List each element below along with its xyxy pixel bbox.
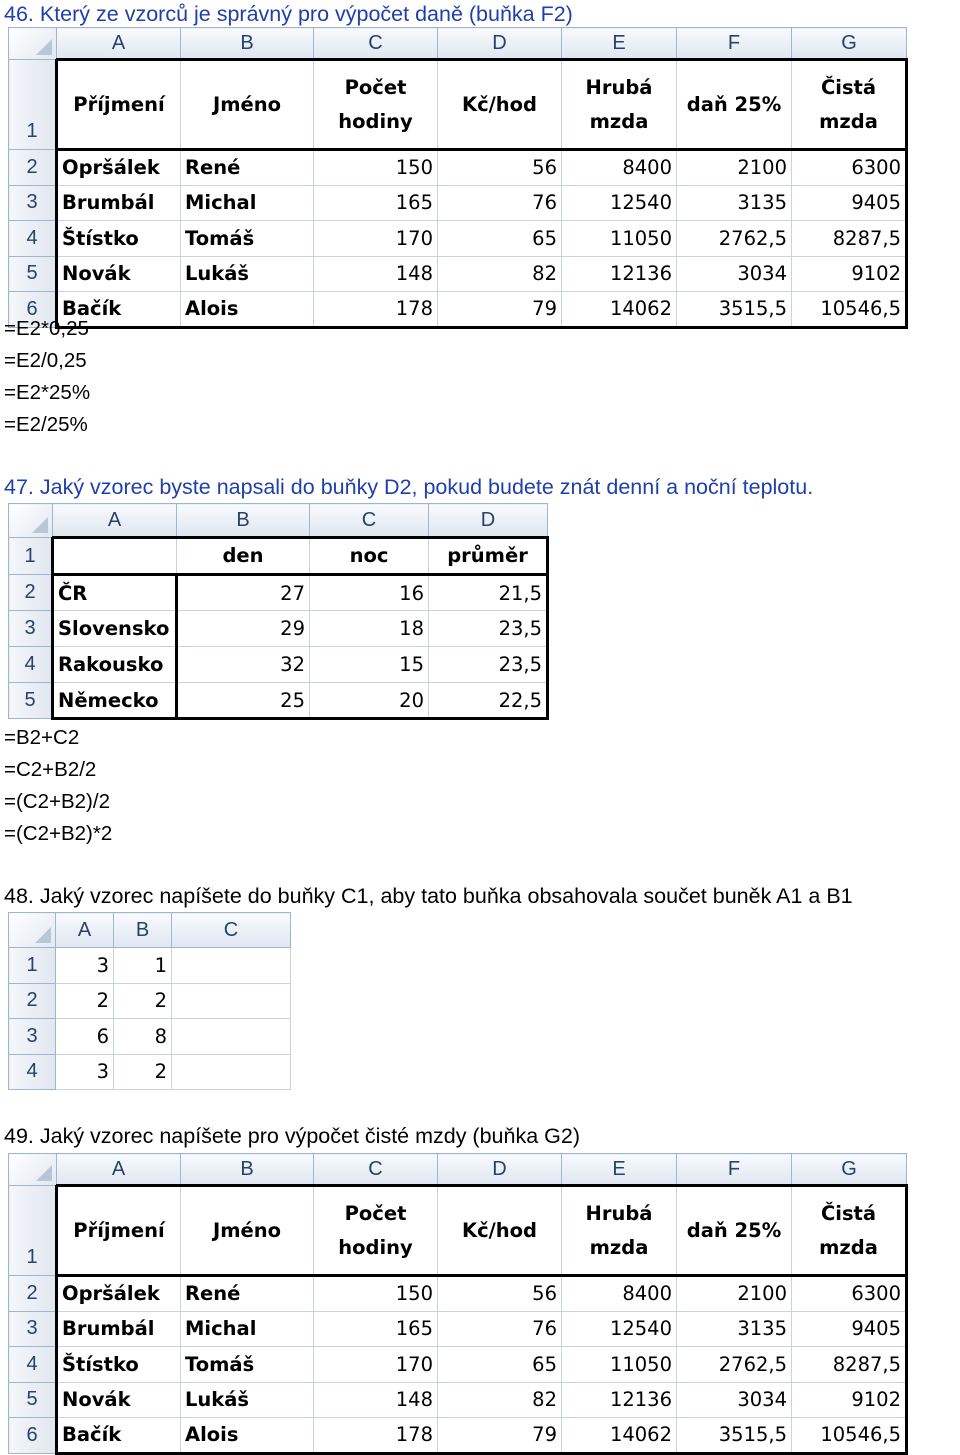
- table-row: [9, 1347, 907, 1383]
- select-all-corner[interactable]: [9, 28, 57, 60]
- row-header[interactable]: 4: [9, 647, 53, 683]
- header-cell: Příjmení: [57, 60, 181, 150]
- column-header-f[interactable]: F: [677, 1154, 792, 1186]
- cell[interactable]: 150: [314, 150, 438, 186]
- cell[interactable]: 11050: [562, 221, 677, 257]
- answer-option[interactable]: =(C2+B2)/2: [4, 790, 110, 813]
- question-47-title: 47. Jaký vzorec byste napsali do buňky D2, pokud budete znát denní a noční teplotu.: [4, 475, 814, 499]
- cell[interactable]: 20: [310, 683, 429, 719]
- cell[interactable]: 11050: [562, 1347, 677, 1383]
- table-row: [9, 1019, 291, 1055]
- cell[interactable]: Bačík: [57, 292, 181, 328]
- table-row: [9, 611, 548, 647]
- answer-option[interactable]: =B2+C2: [4, 726, 80, 749]
- table-row: [9, 647, 548, 683]
- table-row: [9, 292, 907, 328]
- cell[interactable]: [172, 948, 291, 984]
- header-cell: daň 25%: [677, 1186, 792, 1276]
- cell[interactable]: 6300: [792, 1276, 907, 1312]
- column-header-a[interactable]: A: [53, 504, 177, 538]
- sum-table: [8, 912, 291, 1090]
- cell[interactable]: 9102: [792, 1382, 907, 1418]
- cell[interactable]: 82: [438, 1382, 562, 1418]
- table-row: [9, 185, 907, 221]
- cell[interactable]: Brumbál: [57, 1311, 181, 1347]
- header-cell: noc: [310, 538, 429, 575]
- select-all-corner[interactable]: [9, 913, 56, 948]
- cell[interactable]: 9102: [792, 256, 907, 292]
- cell[interactable]: [172, 1054, 291, 1090]
- cell[interactable]: 12136: [562, 1382, 677, 1418]
- cell[interactable]: 3135: [677, 185, 792, 221]
- cell[interactable]: Lukáš: [181, 256, 314, 292]
- payroll-table: [8, 27, 908, 329]
- cell[interactable]: 32: [177, 647, 310, 683]
- cell[interactable]: 2100: [677, 1276, 792, 1312]
- header-cell: daň 25%: [677, 60, 792, 150]
- cell[interactable]: 2762,5: [677, 221, 792, 257]
- cell[interactable]: 6300: [792, 150, 907, 186]
- cell[interactable]: 12540: [562, 185, 677, 221]
- row-header[interactable]: 3: [9, 1019, 56, 1055]
- cell[interactable]: 12540: [562, 1311, 677, 1347]
- cell[interactable]: 23,5: [429, 647, 548, 683]
- header-cell: [53, 538, 177, 575]
- cell[interactable]: [172, 983, 291, 1019]
- cell[interactable]: 165: [314, 185, 438, 221]
- cell[interactable]: Michal: [181, 1311, 314, 1347]
- cell[interactable]: Brumbál: [57, 185, 181, 221]
- table-row: [9, 1418, 907, 1454]
- cell[interactable]: ČR: [53, 575, 177, 611]
- cell[interactable]: 6: [56, 1019, 114, 1055]
- column-header-c[interactable]: C: [314, 28, 438, 60]
- cell[interactable]: 25: [177, 683, 310, 719]
- header-cell: Kč/hod: [438, 1186, 562, 1276]
- cell[interactable]: Michal: [181, 185, 314, 221]
- select-all-corner[interactable]: [9, 504, 53, 538]
- cell[interactable]: 2: [114, 1054, 172, 1090]
- header-cell: Hrubá mzda: [562, 1186, 677, 1276]
- table-row: [9, 948, 291, 984]
- cell[interactable]: 170: [314, 1347, 438, 1383]
- row-header[interactable]: 2: [9, 150, 57, 186]
- column-header-c[interactable]: C: [314, 1154, 438, 1186]
- row-header[interactable]: 4: [9, 1347, 57, 1383]
- table-row: [9, 575, 548, 611]
- row-header[interactable]: 3: [9, 185, 57, 221]
- column-header-b[interactable]: B: [181, 28, 314, 60]
- question-46-title: 46. Který ze vzorců je správný pro výpočet daně (buňka F2): [4, 2, 573, 26]
- row-header[interactable]: 1: [9, 1186, 57, 1276]
- cell[interactable]: 165: [314, 1311, 438, 1347]
- row-header[interactable]: 1: [9, 948, 56, 984]
- cell[interactable]: Tomáš: [181, 1347, 314, 1383]
- cell[interactable]: Lukáš: [181, 1382, 314, 1418]
- table-row: [9, 1382, 907, 1418]
- header-cell: Hrubá mzda: [562, 60, 677, 150]
- cell[interactable]: 29: [177, 611, 310, 647]
- cell[interactable]: Alois: [181, 292, 314, 328]
- cell[interactable]: Novák: [57, 256, 181, 292]
- column-header-c[interactable]: C: [310, 504, 429, 538]
- cell[interactable]: 79: [438, 1418, 562, 1454]
- answer-option[interactable]: =E2/0,25: [4, 349, 87, 372]
- cell[interactable]: Tomáš: [181, 221, 314, 257]
- column-header-a[interactable]: A: [57, 28, 181, 60]
- cell[interactable]: 56: [438, 150, 562, 186]
- cell[interactable]: 65: [438, 221, 562, 257]
- answer-option[interactable]: =E2/25%: [4, 413, 88, 436]
- header-cell: Jméno: [181, 1186, 314, 1276]
- table-row: [9, 150, 907, 186]
- cell[interactable]: Opršálek: [57, 150, 181, 186]
- cell[interactable]: 170: [314, 221, 438, 257]
- cell[interactable]: René: [181, 1276, 314, 1312]
- cell[interactable]: 21,5: [429, 575, 548, 611]
- header-cell: Čistá mzda: [792, 1186, 907, 1276]
- cell[interactable]: 22,5: [429, 683, 548, 719]
- cell[interactable]: 9405: [792, 185, 907, 221]
- question-47-options: [4, 722, 112, 850]
- column-header-e[interactable]: E: [562, 1154, 677, 1186]
- cell[interactable]: Novák: [57, 1382, 181, 1418]
- table-row: [9, 221, 907, 257]
- header-cell: Čistá mzda: [792, 60, 907, 150]
- cell[interactable]: 148: [314, 1382, 438, 1418]
- column-header-b[interactable]: B: [181, 1154, 314, 1186]
- cell[interactable]: 8: [114, 1019, 172, 1055]
- row-header[interactable]: 2: [9, 575, 53, 611]
- table-row: [9, 1311, 907, 1347]
- cell[interactable]: 12136: [562, 256, 677, 292]
- cell[interactable]: 178: [314, 292, 438, 328]
- cell[interactable]: 3515,5: [677, 292, 792, 328]
- question-48-title: 48. Jaký vzorec napíšete do buňky C1, aby tato buňka obsahovala součet buněk A1 a B1: [4, 884, 853, 908]
- cell[interactable]: 23,5: [429, 611, 548, 647]
- cell[interactable]: [172, 1019, 291, 1055]
- cell[interactable]: 3034: [677, 256, 792, 292]
- row-header[interactable]: 3: [9, 611, 53, 647]
- answer-option[interactable]: =E2*0,25: [4, 317, 89, 340]
- header-cell: průměr: [429, 538, 548, 575]
- row-header[interactable]: 1: [9, 538, 53, 575]
- cell[interactable]: 2: [56, 983, 114, 1019]
- answer-option[interactable]: =(C2+B2)*2: [4, 822, 113, 845]
- column-header-c[interactable]: C: [172, 913, 291, 948]
- header-cell: Příjmení: [57, 1186, 181, 1276]
- cell[interactable]: 3: [56, 948, 114, 984]
- temperature-table: [8, 503, 549, 720]
- column-header-g[interactable]: G: [792, 1154, 907, 1186]
- header-cell: Počet hodiny: [314, 60, 438, 150]
- column-header-a[interactable]: A: [57, 1154, 181, 1186]
- table-row: [9, 1276, 907, 1312]
- cell[interactable]: Štístko: [57, 221, 181, 257]
- cell[interactable]: Alois: [181, 1418, 314, 1454]
- header-cell: Jméno: [181, 60, 314, 150]
- cell[interactable]: 3515,5: [677, 1418, 792, 1454]
- row-header[interactable]: 5: [9, 683, 53, 719]
- cell[interactable]: 27: [177, 575, 310, 611]
- cell[interactable]: 9405: [792, 1311, 907, 1347]
- cell[interactable]: 3034: [677, 1382, 792, 1418]
- cell[interactable]: Německo: [53, 683, 177, 719]
- cell[interactable]: Rakousko: [53, 647, 177, 683]
- row-header[interactable]: 5: [9, 1382, 57, 1418]
- column-header-d[interactable]: D: [438, 1154, 562, 1186]
- cell[interactable]: 76: [438, 185, 562, 221]
- cell[interactable]: 1: [114, 948, 172, 984]
- row-header[interactable]: 4: [9, 221, 57, 257]
- column-header-b[interactable]: B: [114, 913, 172, 948]
- column-header-d[interactable]: D: [438, 28, 562, 60]
- cell[interactable]: 79: [438, 292, 562, 328]
- cell[interactable]: 76: [438, 1311, 562, 1347]
- cell[interactable]: Štístko: [57, 1347, 181, 1383]
- select-all-corner[interactable]: [9, 1154, 57, 1186]
- cell[interactable]: René: [181, 150, 314, 186]
- row-header[interactable]: 5: [9, 256, 57, 292]
- cell[interactable]: 14062: [562, 1418, 677, 1454]
- cell[interactable]: 2762,5: [677, 1347, 792, 1383]
- column-header-a[interactable]: A: [56, 913, 114, 948]
- row-header[interactable]: 6: [9, 292, 57, 328]
- cell[interactable]: 82: [438, 256, 562, 292]
- cell[interactable]: 148: [314, 256, 438, 292]
- header-cell: den: [177, 538, 310, 575]
- cell[interactable]: Opršálek: [57, 1276, 181, 1312]
- cell[interactable]: 2100: [677, 150, 792, 186]
- column-header-f[interactable]: F: [677, 28, 792, 60]
- table-row: [9, 256, 907, 292]
- row-header[interactable]: 3: [9, 1311, 57, 1347]
- cell[interactable]: 65: [438, 1347, 562, 1383]
- payroll-table: [8, 1153, 908, 1455]
- column-header-g[interactable]: G: [792, 28, 907, 60]
- cell[interactable]: 150: [314, 1276, 438, 1312]
- header-cell: Kč/hod: [438, 60, 562, 150]
- cell[interactable]: Bačík: [57, 1418, 181, 1454]
- cell[interactable]: 8400: [562, 150, 677, 186]
- cell[interactable]: 56: [438, 1276, 562, 1312]
- table-row: [9, 983, 291, 1019]
- cell[interactable]: 178: [314, 1418, 438, 1454]
- cell[interactable]: 10546,5: [792, 1418, 907, 1454]
- cell[interactable]: Slovensko: [53, 611, 177, 647]
- cell[interactable]: 3: [56, 1054, 114, 1090]
- cell[interactable]: 3135: [677, 1311, 792, 1347]
- row-header[interactable]: 2: [9, 983, 56, 1019]
- cell[interactable]: 2: [114, 983, 172, 1019]
- answer-option[interactable]: =C2+B2/2: [4, 758, 97, 781]
- header-cell: Počet hodiny: [314, 1186, 438, 1276]
- row-header[interactable]: 6: [9, 1418, 57, 1454]
- cell[interactable]: 8400: [562, 1276, 677, 1312]
- cell[interactable]: 16: [310, 575, 429, 611]
- table-row: [9, 683, 548, 719]
- question-46-options: [4, 313, 90, 441]
- cell[interactable]: 8287,5: [792, 1347, 907, 1383]
- answer-option[interactable]: =E2*25%: [4, 381, 91, 404]
- cell[interactable]: 15: [310, 647, 429, 683]
- cell[interactable]: 10546,5: [792, 292, 907, 328]
- row-header[interactable]: 2: [9, 1276, 57, 1312]
- cell[interactable]: 14062: [562, 292, 677, 328]
- row-header[interactable]: 4: [9, 1054, 56, 1090]
- row-header[interactable]: 1: [9, 60, 57, 150]
- column-header-d[interactable]: D: [429, 504, 548, 538]
- cell[interactable]: 18: [310, 611, 429, 647]
- table-row: [9, 1054, 291, 1090]
- question-49-title: 49. Jaký vzorec napíšete pro výpočet čisté mzdy (buňka G2): [4, 1124, 580, 1148]
- column-header-b[interactable]: B: [177, 504, 310, 538]
- cell[interactable]: 8287,5: [792, 221, 907, 257]
- column-header-e[interactable]: E: [562, 28, 677, 60]
